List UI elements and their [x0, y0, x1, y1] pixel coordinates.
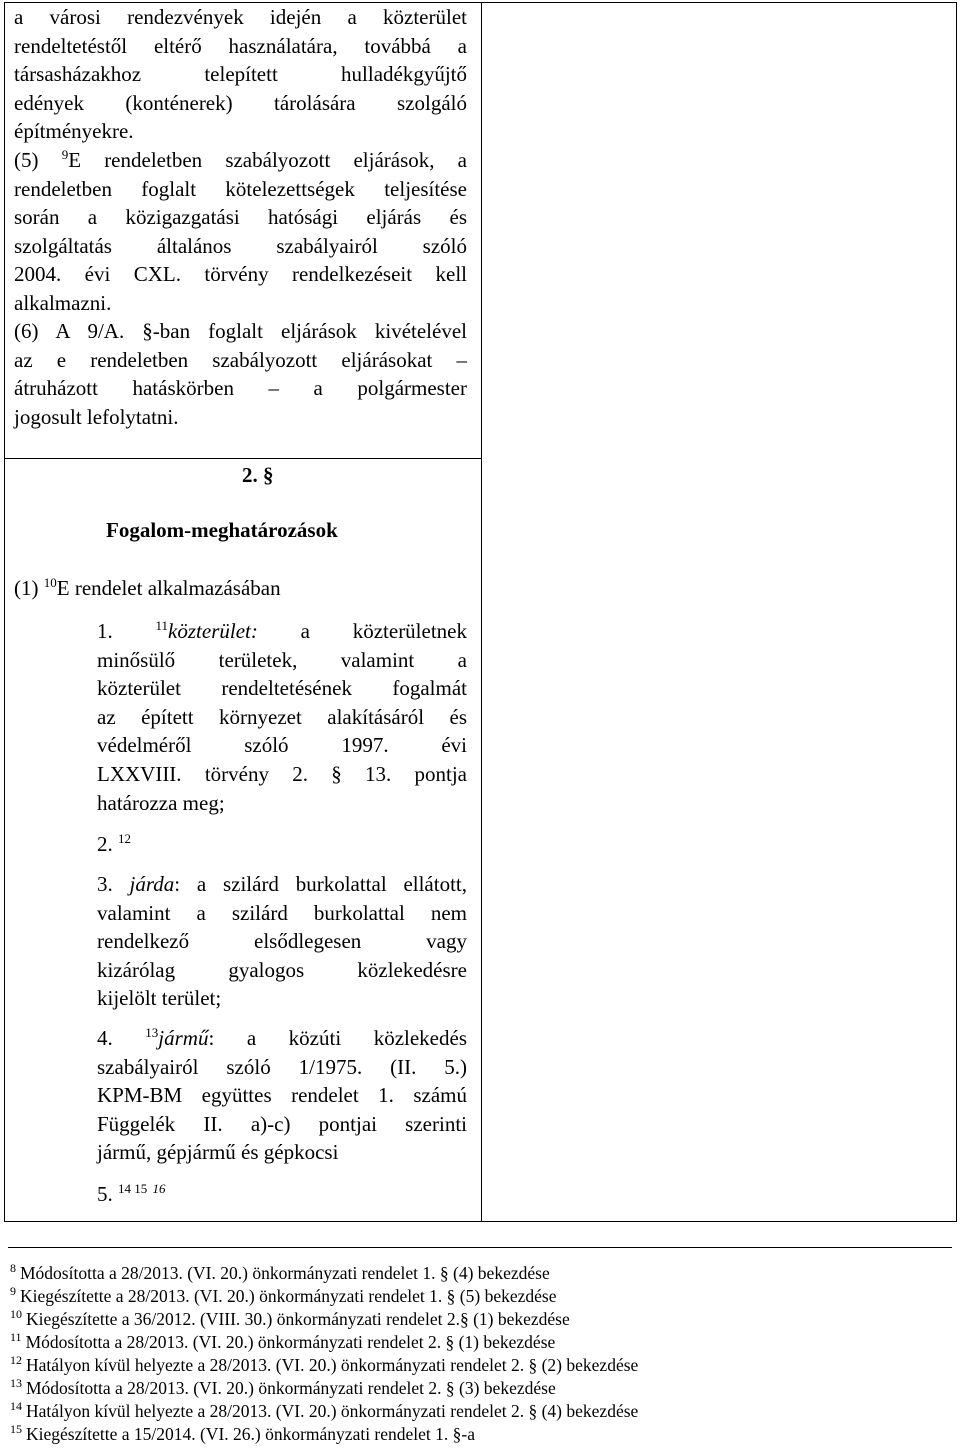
text-line: rendeltetéstől eltérő használatára, továbbá a	[14, 33, 467, 58]
footnote-number: 12	[10, 1353, 22, 1368]
footnote	[10, 1354, 638, 1376]
text-line: az e rendeletben szabályozott eljárásokat –	[14, 347, 467, 372]
text-line: kijelölt terület;	[97, 986, 222, 1011]
text-line: szolgáltatás általános szabályairól szóló	[14, 233, 467, 258]
footnote	[10, 1308, 570, 1330]
text-line: közterület rendeltetésének fogalmát	[97, 676, 467, 701]
text-line: társasházakhoz telepített hulladékgyűjtő	[14, 62, 467, 87]
text-line: az épített környezet alakításáról és	[97, 704, 467, 729]
text-line: rendelkező elsődlegesen vagy	[97, 929, 467, 954]
footnote-text: Kiegészítette a 15/2014. (VI. 26.) önkormányzati rendelet 1. §-a	[26, 1424, 476, 1444]
footnote	[10, 1262, 550, 1284]
paragraph-number: (5)	[14, 148, 39, 172]
item-number: 2.	[97, 832, 113, 856]
text-line: jármű, gépjármű és gépkocsi	[97, 1140, 339, 1165]
text-line: védelméről szóló 1997. évi	[97, 733, 467, 758]
footnote	[10, 1285, 556, 1307]
definition-item-2	[97, 830, 131, 858]
text-line: : a szilárd burkolattal ellátott,	[174, 872, 468, 896]
footnote-ref: 14 15	[118, 1181, 148, 1196]
footnote-ref: 11	[155, 618, 169, 633]
footnote-number: 13	[10, 1376, 22, 1391]
text-line: átruházott hatáskörben – a polgármester	[14, 376, 467, 401]
text-line	[97, 870, 467, 899]
definition-item-3	[97, 870, 467, 1013]
item-number: 5.	[97, 1182, 113, 1206]
footnote-number: 15	[10, 1422, 22, 1437]
text-line: kizárólag gyalogos közlekedésre	[97, 957, 467, 982]
footnote-text: Módosította a 28/2013. (VI. 20.) önkormányzati rendelet 1. § (4) bekezdése	[20, 1263, 550, 1283]
defined-term: járda	[129, 872, 175, 896]
item-number: 4.	[97, 1026, 113, 1050]
footnote-number: 11	[10, 1330, 22, 1345]
definition-item-5	[97, 1180, 166, 1208]
text-line: minősülő területek, valamint a	[97, 647, 467, 672]
section-number: 2. §	[242, 463, 274, 487]
text-line: alkalmazni.	[14, 290, 112, 315]
footnote-text: Módosította a 28/2013. (VI. 20.) önkormányzati rendelet 2. § (1) bekezdése	[25, 1332, 556, 1352]
footnote-number: 8	[10, 1261, 16, 1276]
text-line	[14, 146, 467, 175]
footnote-rule	[8, 1247, 952, 1248]
footnote-ref: 9	[61, 147, 69, 162]
column-divider	[481, 2, 482, 1222]
footnote-text: Módosította a 28/2013. (VI. 20.) önkormányzati rendelet 2. § (3) bekezdése	[26, 1378, 556, 1398]
paragraph-number: (1)	[14, 576, 39, 600]
footnote-ref: 10	[43, 575, 57, 590]
text-line: LXXVIII. törvény 2. § 13. pontja	[97, 761, 467, 786]
footnote-number: 14	[10, 1399, 22, 1414]
text-line: (6) A 9/A. §-ban foglalt eljárások kivételével	[14, 319, 467, 343]
paragraph-6	[14, 317, 467, 431]
footnote-text: Hatályon kívül helyezte a 28/2013. (VI. 20.) önkormányzati rendelet 2. § (2) bekezdése	[26, 1355, 639, 1375]
footnote	[10, 1331, 555, 1353]
definition-item-4	[97, 1024, 467, 1167]
text-line: E rendeletben szabályozott eljárások, a	[68, 148, 467, 172]
text-line: : a közúti közlekedés	[208, 1026, 467, 1050]
text-line: edények (konténerek) tárolására szolgáló	[14, 90, 467, 115]
text-line: jogosult lefolytatni.	[14, 404, 179, 429]
definition-item-1	[97, 617, 467, 817]
paragraph-top	[14, 3, 467, 146]
footnote-number: 9	[10, 1284, 16, 1299]
text-line: 2004. évi CXL. törvény rendelkezéseit kell	[14, 262, 467, 287]
paragraph-5	[14, 146, 467, 318]
item-number: 3.	[97, 872, 113, 896]
row-divider	[4, 458, 482, 459]
section-title: Fogalom-meghatározások	[106, 518, 338, 542]
text-line: a városi rendezvények idején a közterület	[14, 5, 467, 29]
text-line: KPM-BM együttes rendelet 1. számú	[97, 1083, 467, 1108]
text-line: a közterületnek	[300, 619, 467, 643]
text-line: építményekre.	[14, 119, 134, 144]
defined-term: jármű	[158, 1026, 209, 1050]
text-line: valamint a szilárd burkolattal nem	[97, 900, 467, 925]
defined-term: közterület:	[168, 619, 258, 643]
footnote	[10, 1400, 638, 1422]
footnote	[10, 1377, 556, 1399]
item-number: 1.	[97, 619, 113, 643]
text-line: során a közigazgatási hatósági eljárás és	[14, 205, 467, 230]
footnote-ref: 16	[152, 1181, 166, 1196]
footnote-text: Hatályon kívül helyezte a 28/2013. (VI. 20.) önkormányzati rendelet 2. § (4) bekezdése	[26, 1401, 639, 1421]
footnote-number: 10	[10, 1307, 22, 1322]
footnote-ref: 12	[118, 831, 131, 846]
paragraph-text: E rendelet alkalmazásában	[56, 576, 281, 600]
text-line	[97, 1024, 467, 1053]
text-line	[97, 617, 467, 646]
footnote	[10, 1423, 475, 1445]
footnote-text: Kiegészítette a 28/2013. (VI. 20.) önkormányzati rendelet 1. § (5) bekezdése	[20, 1286, 557, 1306]
footnote-text: Kiegészítette a 36/2012. (VIII. 30.) önkormányzati rendelet 2.§ (1) bekezdése	[26, 1309, 570, 1329]
paragraph-1	[14, 574, 281, 602]
text-line: határozza meg;	[97, 790, 225, 815]
text-line: Függelék II. a)-c) pontjai szerinti	[97, 1111, 467, 1136]
text-line: szabályairól szóló 1/1975. (II. 5.)	[97, 1054, 467, 1079]
footnote-ref: 13	[145, 1025, 159, 1040]
text-line: rendeletben foglalt kötelezettségek teljesítése	[14, 176, 467, 201]
